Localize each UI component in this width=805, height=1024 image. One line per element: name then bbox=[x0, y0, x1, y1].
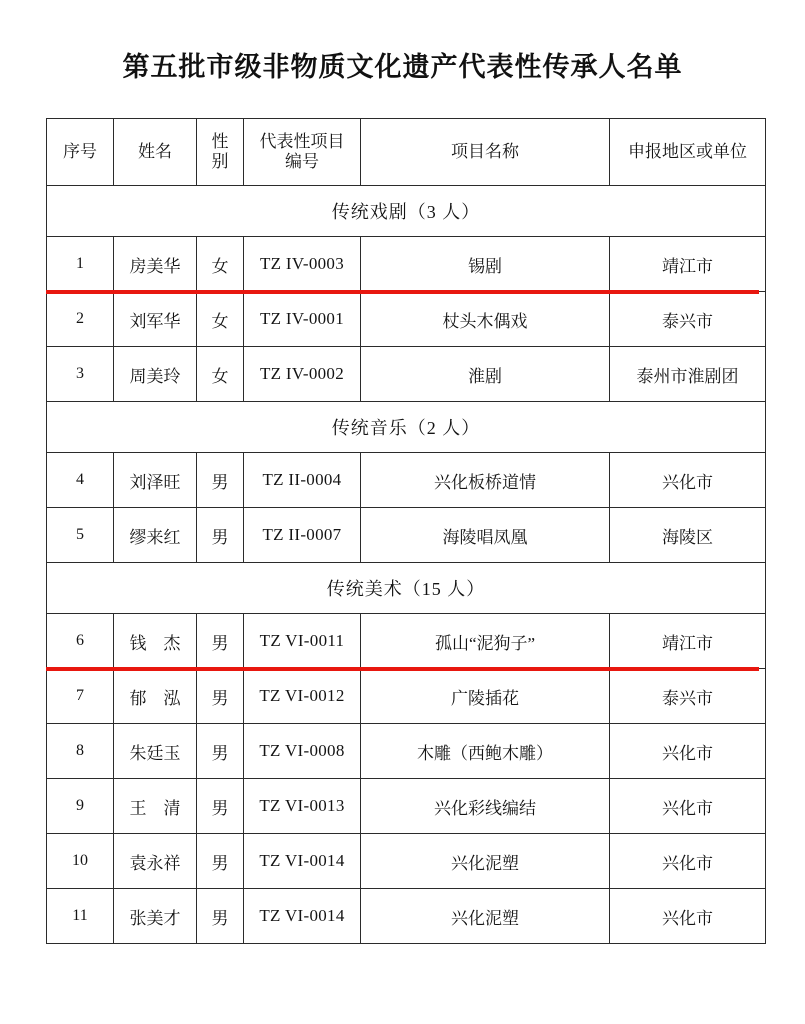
cell-unit: 泰兴市 bbox=[610, 292, 766, 347]
cell-code: TZ II-0007 bbox=[244, 508, 361, 563]
cell-unit: 兴化市 bbox=[610, 724, 766, 779]
cell-code: TZ IV-0001 bbox=[244, 292, 361, 347]
table-row bbox=[47, 292, 766, 347]
cell-no: 7 bbox=[47, 669, 114, 724]
cell-unit: 兴化市 bbox=[610, 889, 766, 944]
cell-no: 1 bbox=[47, 237, 114, 292]
section-label: 传统美术（15 人） bbox=[47, 563, 766, 614]
cell-sex: 男 bbox=[197, 508, 244, 563]
header-code-line2: 编号 bbox=[285, 152, 319, 171]
cell-sex: 女 bbox=[197, 237, 244, 292]
cell-name: 郁 泓 bbox=[114, 669, 197, 724]
cell-sex: 男 bbox=[197, 453, 244, 508]
highlight-underline-row-6 bbox=[46, 667, 759, 671]
cell-unit: 兴化市 bbox=[610, 453, 766, 508]
header-code-line1: 代表性项目 bbox=[259, 132, 345, 152]
cell-name: 袁永祥 bbox=[114, 834, 197, 889]
section-header-row bbox=[47, 402, 766, 453]
cell-code: TZ IV-0002 bbox=[244, 347, 361, 402]
cell-name: 周美玲 bbox=[114, 347, 197, 402]
cell-unit: 海陵区 bbox=[610, 508, 766, 563]
cell-code: TZ VI-0011 bbox=[244, 614, 361, 669]
cell-project: 广陵插花 bbox=[361, 669, 610, 724]
table-container bbox=[0, 118, 805, 944]
cell-project: 木雕（西鲍木雕） bbox=[361, 724, 610, 779]
table-row bbox=[47, 779, 766, 834]
cell-no: 8 bbox=[47, 724, 114, 779]
table-row bbox=[47, 834, 766, 889]
table-row bbox=[47, 508, 766, 563]
cell-unit: 兴化市 bbox=[610, 779, 766, 834]
cell-project: 海陵唱凤凰 bbox=[361, 508, 610, 563]
cell-no: 5 bbox=[47, 508, 114, 563]
cell-unit: 靖江市 bbox=[610, 614, 766, 669]
cell-project: 杖头木偶戏 bbox=[361, 292, 610, 347]
cell-sex: 男 bbox=[197, 834, 244, 889]
header-name: 姓名 bbox=[114, 119, 197, 186]
cell-no: 3 bbox=[47, 347, 114, 402]
header-code bbox=[244, 119, 361, 186]
section-label: 传统音乐（2 人） bbox=[47, 402, 766, 453]
table-row bbox=[47, 889, 766, 944]
cell-name: 刘泽旺 bbox=[114, 453, 197, 508]
table-row bbox=[47, 453, 766, 508]
transmitters-table bbox=[46, 118, 766, 944]
cell-sex: 女 bbox=[197, 347, 244, 402]
cell-sex: 男 bbox=[197, 779, 244, 834]
table-row bbox=[47, 347, 766, 402]
table-row bbox=[47, 237, 766, 292]
cell-no: 9 bbox=[47, 779, 114, 834]
cell-project: 孤山“泥狗子” bbox=[361, 614, 610, 669]
cell-code: TZ VI-0014 bbox=[244, 834, 361, 889]
cell-code: TZ IV-0003 bbox=[244, 237, 361, 292]
cell-unit: 泰州市淮剧团 bbox=[610, 347, 766, 402]
header-project: 项目名称 bbox=[361, 119, 610, 186]
cell-project: 兴化板桥道情 bbox=[361, 453, 610, 508]
header-sex-line1: 性 bbox=[211, 132, 229, 152]
cell-name: 缪来红 bbox=[114, 508, 197, 563]
cell-code: TZ VI-0008 bbox=[244, 724, 361, 779]
header-sex-line2: 别 bbox=[211, 152, 229, 171]
cell-no: 10 bbox=[47, 834, 114, 889]
cell-name: 王 清 bbox=[114, 779, 197, 834]
cell-project: 兴化泥塑 bbox=[361, 834, 610, 889]
table-body bbox=[47, 186, 766, 944]
cell-name: 房美华 bbox=[114, 237, 197, 292]
section-header-row bbox=[47, 563, 766, 614]
table-row bbox=[47, 724, 766, 779]
cell-no: 11 bbox=[47, 889, 114, 944]
cell-no: 4 bbox=[47, 453, 114, 508]
table-row bbox=[47, 614, 766, 669]
cell-sex: 男 bbox=[197, 724, 244, 779]
cell-code: TZ VI-0013 bbox=[244, 779, 361, 834]
cell-unit: 靖江市 bbox=[610, 237, 766, 292]
header-no: 序号 bbox=[47, 119, 114, 186]
cell-no: 2 bbox=[47, 292, 114, 347]
cell-name: 朱廷玉 bbox=[114, 724, 197, 779]
table-header-row bbox=[47, 119, 766, 186]
cell-project: 锡剧 bbox=[361, 237, 610, 292]
cell-no: 6 bbox=[47, 614, 114, 669]
cell-unit: 兴化市 bbox=[610, 834, 766, 889]
cell-name: 钱 杰 bbox=[114, 614, 197, 669]
cell-name: 张美才 bbox=[114, 889, 197, 944]
cell-project: 淮剧 bbox=[361, 347, 610, 402]
cell-sex: 男 bbox=[197, 889, 244, 944]
highlight-underline-row-1 bbox=[46, 290, 759, 294]
header-sex bbox=[197, 119, 244, 186]
cell-sex: 女 bbox=[197, 292, 244, 347]
header-unit: 申报地区或单位 bbox=[610, 119, 766, 186]
cell-code: TZ VI-0012 bbox=[244, 669, 361, 724]
section-header-row bbox=[47, 186, 766, 237]
cell-project: 兴化泥塑 bbox=[361, 889, 610, 944]
cell-unit: 泰兴市 bbox=[610, 669, 766, 724]
page-title: 第五批市级非物质文化遗产代表性传承人名单 bbox=[122, 52, 683, 82]
cell-project: 兴化彩线编结 bbox=[361, 779, 610, 834]
cell-code: TZ II-0004 bbox=[244, 453, 361, 508]
table-header bbox=[47, 119, 766, 186]
table-row bbox=[47, 669, 766, 724]
cell-code: TZ VI-0014 bbox=[244, 889, 361, 944]
cell-sex: 男 bbox=[197, 669, 244, 724]
cell-name: 刘军华 bbox=[114, 292, 197, 347]
section-label: 传统戏剧（3 人） bbox=[47, 186, 766, 237]
cell-sex: 男 bbox=[197, 614, 244, 669]
